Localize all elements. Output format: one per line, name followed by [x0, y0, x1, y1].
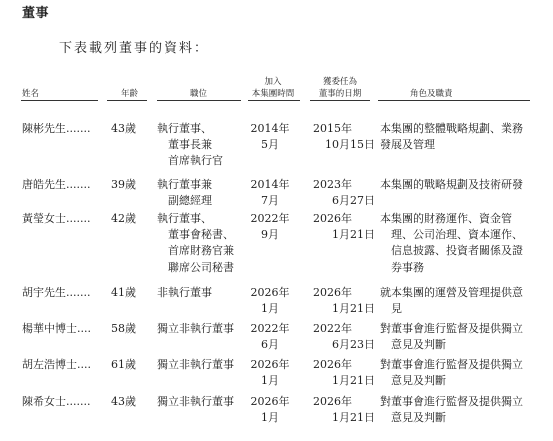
intro-text: 下表載列董事的資料：: [59, 41, 210, 56]
header-rule-join: [248, 100, 300, 101]
header-rule-position: [157, 100, 241, 101]
join-year: 2014年: [250, 178, 290, 191]
director-position: [157, 357, 234, 373]
director-roles: [380, 394, 523, 426]
appointment-day: 10月15日: [325, 138, 375, 152]
appointment-date: [313, 285, 375, 317]
header-roles: 角色及職責: [410, 89, 453, 99]
director-age: 43歲: [111, 122, 136, 135]
roles-line: 理、公司治理、資本運作、: [391, 228, 523, 242]
roles-line: 對董事會進行監督及提供獨立: [380, 358, 523, 371]
roles-line: 本集團的戰略規劃及技術研發: [380, 178, 523, 191]
roles-line: 意見及判斷: [391, 338, 446, 352]
director-roles: [380, 211, 523, 276]
director-age: 43歲: [111, 395, 136, 408]
roles-line: 發展及管理: [380, 138, 435, 152]
position-line: 執行董事、: [157, 212, 212, 225]
director-name: 胡左浩博士....: [22, 358, 91, 371]
header-position: 職位: [190, 89, 208, 99]
position-line: 獨立非執行董事: [157, 358, 234, 371]
director-roles: [380, 321, 523, 353]
position-line: 執行董事兼: [157, 178, 212, 191]
join-year: 2026年: [250, 358, 290, 371]
appointment-day: 6月23日: [332, 338, 375, 352]
position-line: 副總經理: [168, 194, 212, 208]
appointment-day: 1月21日: [332, 228, 375, 242]
appointment-date: [313, 321, 375, 353]
header-rule-roles: [378, 100, 530, 101]
appointment-day: 1月21日: [332, 374, 375, 388]
position-line: 執行董事、: [157, 122, 212, 135]
join-month: 7月: [261, 194, 279, 208]
director-roles: [380, 357, 523, 389]
director-position: [157, 394, 234, 410]
header-age: 年齡: [121, 89, 139, 99]
director-position: [157, 211, 234, 276]
join-date: [248, 321, 292, 353]
director-name: 陳彬先生.......: [22, 122, 91, 135]
header-join-date-line2: 本集團時間: [251, 89, 295, 99]
position-line: 首席財務官兼: [168, 244, 234, 258]
director-roles: [380, 285, 523, 317]
director-age: 58歲: [111, 322, 136, 335]
position-line: 董事長兼: [168, 138, 212, 152]
join-year: 2022年: [250, 212, 290, 225]
header-join-date: [248, 76, 298, 100]
join-year: 2014年: [250, 122, 290, 135]
join-year: 2026年: [250, 395, 290, 408]
director-position: [157, 321, 234, 337]
position-line: 聯席公司秘書: [168, 260, 234, 274]
roles-line: 信息披露、投資者關係及證: [391, 244, 523, 258]
join-date: [248, 357, 292, 389]
position-line: 非執行董事: [157, 286, 212, 299]
director-age: 61歲: [111, 358, 136, 371]
header-appointment-date: [311, 76, 369, 100]
position-line: 首席執行官: [168, 154, 223, 168]
appointment-date: [313, 211, 375, 243]
header-rule-name: [21, 100, 98, 101]
appointment-date: [313, 121, 375, 153]
appointment-year: 2015年: [313, 122, 352, 135]
header-rule-appointment: [310, 100, 370, 101]
roles-line: 券事務: [391, 260, 424, 274]
join-month: 5月: [261, 138, 279, 152]
director-position: [157, 121, 223, 170]
roles-line: 見: [391, 302, 402, 316]
appointment-year: 2026年: [313, 358, 352, 371]
director-roles: [380, 177, 523, 193]
appointment-date: [313, 394, 375, 426]
appointment-year: 2023年: [313, 178, 352, 191]
join-date: [248, 177, 292, 209]
appointment-day: 1月21日: [332, 411, 375, 425]
position-line: 獨立非執行董事: [157, 395, 234, 408]
header-name: 姓名: [22, 89, 40, 99]
roles-line: 對董事會進行監督及提供獨立: [380, 322, 523, 335]
director-name: 唐皓先生.......: [22, 178, 91, 191]
roles-line: 意見及判斷: [391, 411, 446, 425]
position-line: 獨立非執行董事: [157, 322, 234, 335]
appointment-date: [313, 357, 375, 389]
join-month: 1月: [261, 374, 279, 388]
roles-line: 本集團的財務運作、資金管: [380, 212, 512, 225]
appointment-day: 1月21日: [332, 302, 375, 316]
appointment-year: 2022年: [313, 322, 352, 335]
position-line: 董事會秘書、: [168, 228, 234, 242]
director-name: 楊華中博士....: [22, 322, 91, 335]
director-age: 42歲: [111, 212, 136, 225]
director-age: 41歲: [111, 286, 136, 299]
join-date: [248, 121, 292, 153]
appointment-year: 2026年: [313, 212, 352, 225]
appointment-year: 2026年: [313, 286, 352, 299]
join-month: 1月: [261, 411, 279, 425]
join-date: [248, 394, 292, 426]
join-year: 2026年: [250, 286, 290, 299]
director-position: [157, 285, 212, 301]
director-name: 黃瑩女士.......: [22, 212, 91, 225]
director-roles: [380, 121, 523, 153]
join-date: [248, 285, 292, 317]
director-age: 39歲: [111, 178, 136, 191]
roles-line: 就本集團的運營及管理提供意: [380, 286, 523, 299]
join-year: 2022年: [250, 322, 290, 335]
appointment-year: 2026年: [313, 395, 352, 408]
header-join-date-line1: 加入: [264, 77, 282, 87]
roles-line: 對董事會進行監督及提供獨立: [380, 395, 523, 408]
header-rule-age: [107, 100, 147, 101]
join-month: 6月: [261, 338, 279, 352]
header-appointment-date-line2: 董事的日期: [318, 89, 362, 99]
roles-line: 意見及判斷: [391, 374, 446, 388]
roles-line: 本集團的整體戰略規劃、業務: [380, 122, 523, 135]
join-month: 1月: [261, 302, 279, 316]
section-title: 董事: [22, 6, 50, 21]
director-position: [157, 177, 212, 209]
join-date: [248, 211, 292, 243]
appointment-date: [313, 177, 375, 209]
director-name: 胡宇先生.......: [22, 286, 91, 299]
director-name: 陳希女士.......: [22, 395, 91, 408]
header-appointment-date-line1: 獲委任為: [322, 77, 357, 87]
join-month: 9月: [261, 228, 279, 242]
appointment-day: 6月27日: [332, 194, 375, 208]
